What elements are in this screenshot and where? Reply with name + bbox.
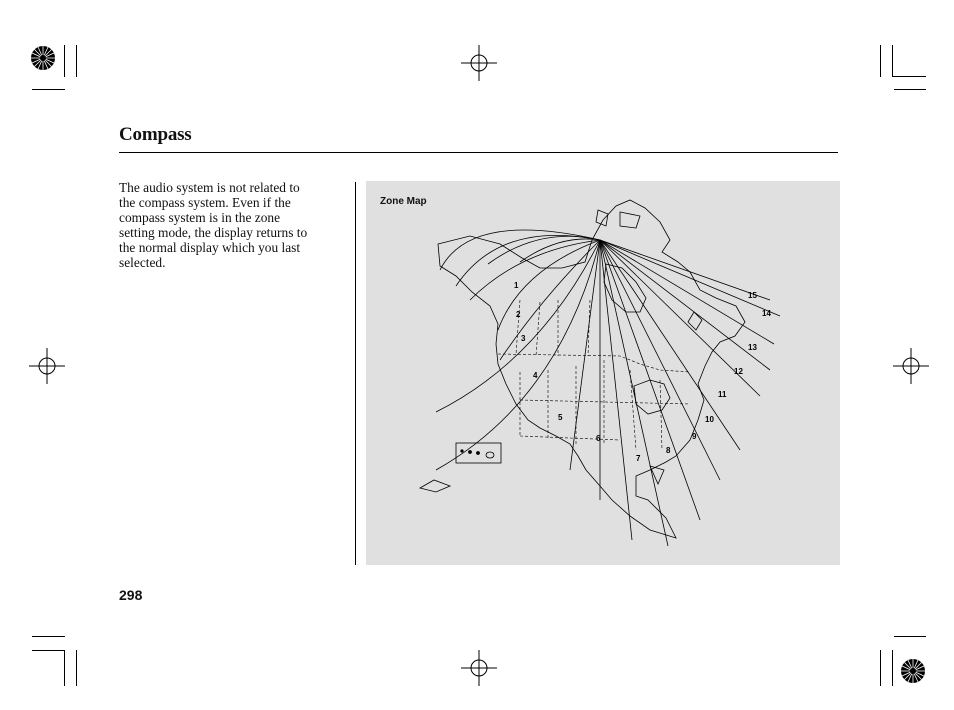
- zone-label: 3: [521, 334, 526, 343]
- zone-boundary-lines: [436, 230, 780, 546]
- page-number: 298: [119, 587, 143, 603]
- zone-label: 13: [748, 343, 757, 352]
- body-line: the compass system. Even if the: [119, 195, 291, 210]
- crop-mark: [76, 650, 77, 686]
- body-line: selected.: [119, 255, 166, 270]
- zone-label: 5: [558, 413, 563, 422]
- column-divider: [355, 182, 356, 565]
- zone-label: 7: [636, 454, 641, 463]
- land-outline: [420, 200, 745, 538]
- crop-mark: [892, 650, 893, 686]
- body-line: compass system is in the zone: [119, 210, 281, 225]
- crop-mark: [64, 45, 65, 77]
- crop-mark: [894, 636, 926, 637]
- body-paragraph: [119, 180, 339, 270]
- crop-mark: [32, 650, 65, 651]
- page-title: Compass: [119, 124, 192, 145]
- zone-label: 6: [596, 434, 601, 443]
- crop-mark: [894, 89, 926, 90]
- zone-map-illustration: [366, 181, 840, 565]
- starburst-icon: [900, 658, 926, 684]
- zone-label: 4: [533, 371, 538, 380]
- zone-label: 15: [748, 291, 757, 300]
- body-line: The audio system is not related to: [119, 180, 300, 195]
- crosshair-icon: [461, 45, 497, 81]
- zone-label: 14: [762, 309, 771, 318]
- zone-label: 11: [718, 390, 727, 399]
- crop-mark: [64, 650, 65, 686]
- zone-label: 10: [705, 415, 714, 424]
- body-line: the normal display which you last: [119, 240, 301, 255]
- crop-mark: [32, 636, 65, 637]
- zone-label: 9: [692, 432, 697, 441]
- crosshair-icon: [893, 348, 929, 384]
- crop-mark: [32, 89, 65, 90]
- crop-mark: [892, 45, 893, 77]
- figure-label: Zone Map: [380, 196, 427, 207]
- starburst-icon: [30, 45, 56, 71]
- crop-mark: [880, 650, 881, 686]
- zone-label: 12: [734, 367, 743, 376]
- crop-mark: [880, 45, 881, 77]
- zone-label: 2: [516, 310, 521, 319]
- title-rule: [119, 152, 838, 153]
- zone-label: 1: [514, 281, 519, 290]
- crop-mark: [76, 45, 77, 77]
- zone-label: 8: [666, 446, 671, 455]
- crosshair-icon: [461, 650, 497, 686]
- body-line: setting mode, the display returns to: [119, 225, 308, 240]
- crop-mark: [892, 76, 926, 77]
- crosshair-icon: [29, 348, 65, 384]
